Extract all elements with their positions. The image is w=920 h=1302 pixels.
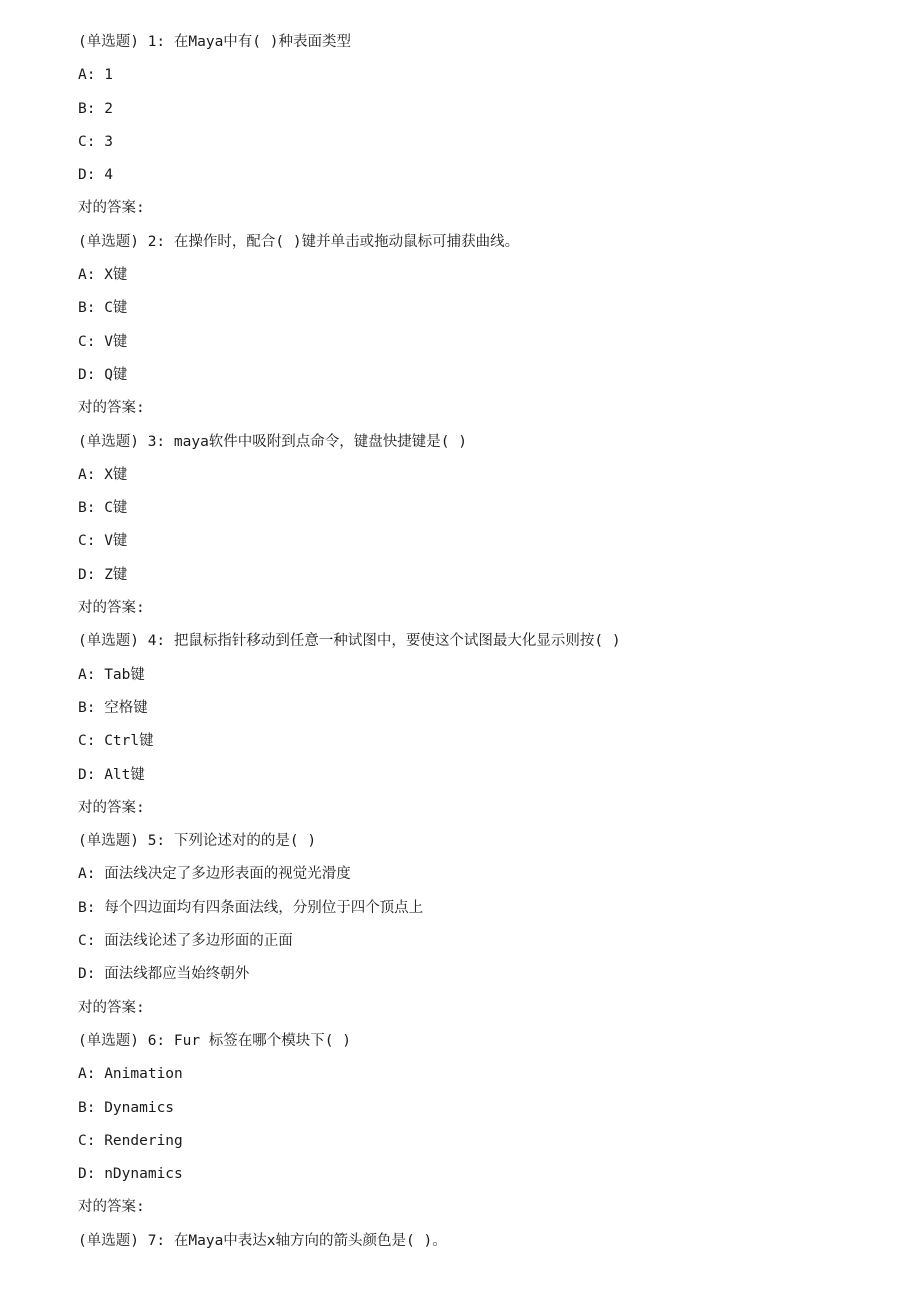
option-c: C: Ctrl键 (78, 733, 154, 750)
option-d: D: Q键 (78, 366, 128, 383)
question-stem: (单选题) 6: Fur 标签在哪个模块下( ) (78, 1032, 351, 1049)
option-a: A: Animation (78, 1066, 183, 1083)
option-a: A: 面法线决定了多边形表面的视觉光滑度 (78, 866, 351, 883)
answer-label: 对的答案: (78, 799, 145, 816)
answer-label: 对的答案: (78, 200, 145, 217)
question-stem: (单选题) 7: 在Maya中表达x轴方向的箭头颜色是( )。 (78, 1232, 447, 1249)
answer-label: 对的答案: (78, 1199, 145, 1216)
option-b: B: Dynamics (78, 1099, 175, 1116)
option-c: C: V键 (78, 533, 128, 550)
option-a: A: Tab键 (78, 666, 145, 683)
option-c: C: Rendering (78, 1132, 183, 1149)
option-b: B: C键 (78, 300, 128, 317)
option-a: A: X键 (78, 267, 128, 284)
option-d: D: 面法线都应当始终朝外 (78, 966, 250, 983)
option-c: C: 3 (78, 133, 113, 150)
option-c: C: 面法线论述了多边形面的正面 (78, 933, 293, 950)
question-stem: (单选题) 3: maya软件中吸附到点命令，键盘快捷键是( ) (78, 433, 467, 450)
question-stem: (单选题) 1: 在Maya中有( )种表面类型 (78, 34, 351, 50)
answer-label: 对的答案: (78, 400, 145, 417)
option-d: D: nDynamics (78, 1166, 183, 1183)
answer-label: 对的答案: (78, 600, 145, 617)
answer-label: 对的答案: (78, 999, 145, 1016)
option-b: B: 空格键 (78, 699, 148, 716)
option-d: D: 4 (78, 167, 113, 184)
option-b: B: 每个四边面均有四条面法线，分别位于四个顶点上 (78, 899, 424, 916)
option-a: A: 1 (78, 67, 113, 84)
question-stem: (单选题) 4: 把鼠标指针移动到任意一种试图中，要使这个试图最大化显示则按( ) (78, 633, 621, 650)
question-stem: (单选题) 5: 下列论述对的的是( ) (78, 833, 317, 850)
option-a: A: X键 (78, 466, 128, 483)
question-document (78, 30, 898, 1262)
option-d: D: Z键 (78, 566, 128, 583)
option-d: D: Alt键 (78, 766, 145, 783)
question-stem: (单选题) 2: 在操作时，配合( )键并单击或拖动鼠标可捕获曲线。 (78, 233, 520, 250)
option-b: B: 2 (78, 100, 113, 117)
option-c: C: V键 (78, 333, 128, 350)
option-b: B: C键 (78, 500, 128, 517)
